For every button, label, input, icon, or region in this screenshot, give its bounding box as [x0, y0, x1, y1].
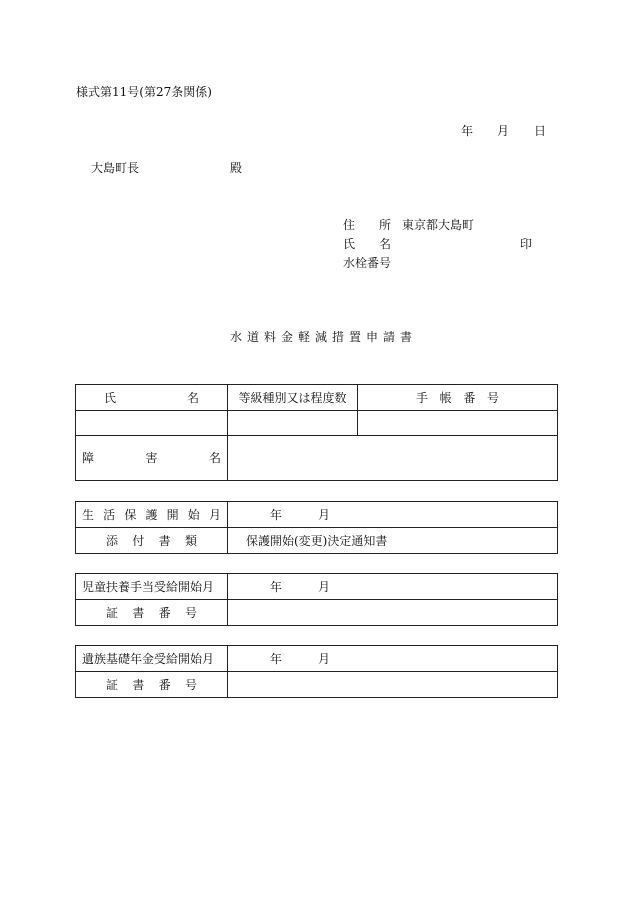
date-day-label: 日 — [534, 124, 547, 138]
header-book-number-cell — [358, 385, 558, 411]
header-book-char: 帳 — [439, 390, 452, 405]
survivor-certificate-input-cell[interactable] — [228, 672, 558, 698]
document-title: 水道料金軽減措置申請書 — [230, 330, 418, 344]
protection-label-char: 護 — [145, 507, 158, 522]
certificate-label-char: 書 — [132, 677, 145, 692]
header-book-char: 番 — [463, 390, 476, 405]
attachment-label-char: 書 — [158, 533, 171, 548]
header-grade-cell — [228, 385, 358, 411]
protection-label-char: 月 — [208, 507, 221, 522]
name-label-2: 名 — [379, 237, 392, 251]
name-input-cell[interactable] — [76, 411, 228, 436]
form-number: 様式第11号(第27条関係) — [76, 85, 212, 99]
header-book-char: 号 — [486, 390, 499, 405]
survivor-pension-year-label: 年 — [270, 651, 283, 666]
disability-name-input-cell[interactable] — [228, 436, 558, 481]
survivor-pension-label: 遺族基礎年金受給開始月 — [82, 651, 215, 666]
disability-label-char: 害 — [145, 451, 158, 465]
protection-month-label: 月 — [318, 507, 331, 522]
attachment-label-cell — [76, 528, 228, 554]
protection-start-label-cell — [76, 502, 228, 528]
attachment-label-char: 類 — [184, 533, 197, 548]
date-year-label: 年 — [461, 124, 474, 138]
certificate-label-char: 番 — [158, 605, 171, 620]
header-name-char-1: 氏 — [104, 390, 117, 405]
disability-info-table — [75, 384, 558, 481]
header-grade-label: 等級種別又は程度数 — [238, 390, 347, 405]
survivor-pension-label-cell — [76, 646, 228, 672]
protection-year-label: 年 — [270, 507, 283, 522]
protection-label-char: 始 — [187, 507, 200, 522]
child-allowance-month-label: 月 — [318, 579, 331, 594]
protection-label-char: 活 — [103, 507, 116, 522]
attachment-label-char: 付 — [132, 533, 145, 548]
attachment-value-cell — [228, 528, 558, 554]
attachment-value: 保護開始(変更)決定通知書 — [246, 533, 388, 548]
certificate-label-char: 号 — [184, 605, 197, 620]
header-name-char-2: 名 — [186, 390, 199, 405]
child-allowance-label: 児童扶養手当受給開始月 — [82, 579, 215, 594]
survivor-pension-table — [75, 645, 558, 698]
child-allowance-table — [75, 573, 558, 626]
certificate-label-char: 号 — [184, 677, 197, 692]
child-certificate-input-cell[interactable] — [228, 600, 558, 626]
seal-mark: 印 — [520, 237, 533, 251]
survivor-pension-month-label: 月 — [318, 651, 331, 666]
child-certificate-label-cell — [76, 600, 228, 626]
header-name-cell — [76, 385, 228, 411]
disability-label-char: 障 — [82, 451, 95, 465]
protection-label-char: 保 — [124, 507, 137, 522]
protection-label-char: 開 — [166, 507, 179, 522]
survivor-certificate-label-cell — [76, 672, 228, 698]
attachment-label-char: 添 — [106, 533, 119, 548]
certificate-label-char: 証 — [106, 677, 119, 692]
child-allowance-value-cell[interactable] — [228, 574, 558, 600]
address-value: 東京都大島町 — [402, 218, 475, 232]
name-label-1: 氏 — [343, 237, 356, 251]
protection-start-value-cell[interactable] — [228, 502, 558, 528]
child-allowance-year-label: 年 — [270, 579, 283, 594]
address-label-1: 住 — [343, 218, 356, 232]
protection-label-char: 生 — [82, 507, 95, 522]
disability-name-label-cell — [76, 436, 228, 481]
grade-input-cell[interactable] — [228, 411, 358, 436]
certificate-label-char: 証 — [106, 605, 119, 620]
livelihood-protection-table — [75, 501, 558, 554]
child-allowance-label-cell — [76, 574, 228, 600]
header-book-char: 手 — [416, 390, 429, 405]
hydrant-number-label: 水栓番号 — [343, 256, 392, 270]
addressee-honorific: 殿 — [230, 161, 243, 175]
book-number-input-cell[interactable] — [358, 411, 558, 436]
survivor-pension-value-cell[interactable] — [228, 646, 558, 672]
disability-label-char: 名 — [208, 451, 221, 465]
certificate-label-char: 書 — [132, 605, 145, 620]
date-month-label: 月 — [497, 124, 510, 138]
addressee-name: 大島町長 — [91, 161, 140, 175]
address-label-2: 所 — [379, 218, 392, 232]
certificate-label-char: 番 — [158, 677, 171, 692]
